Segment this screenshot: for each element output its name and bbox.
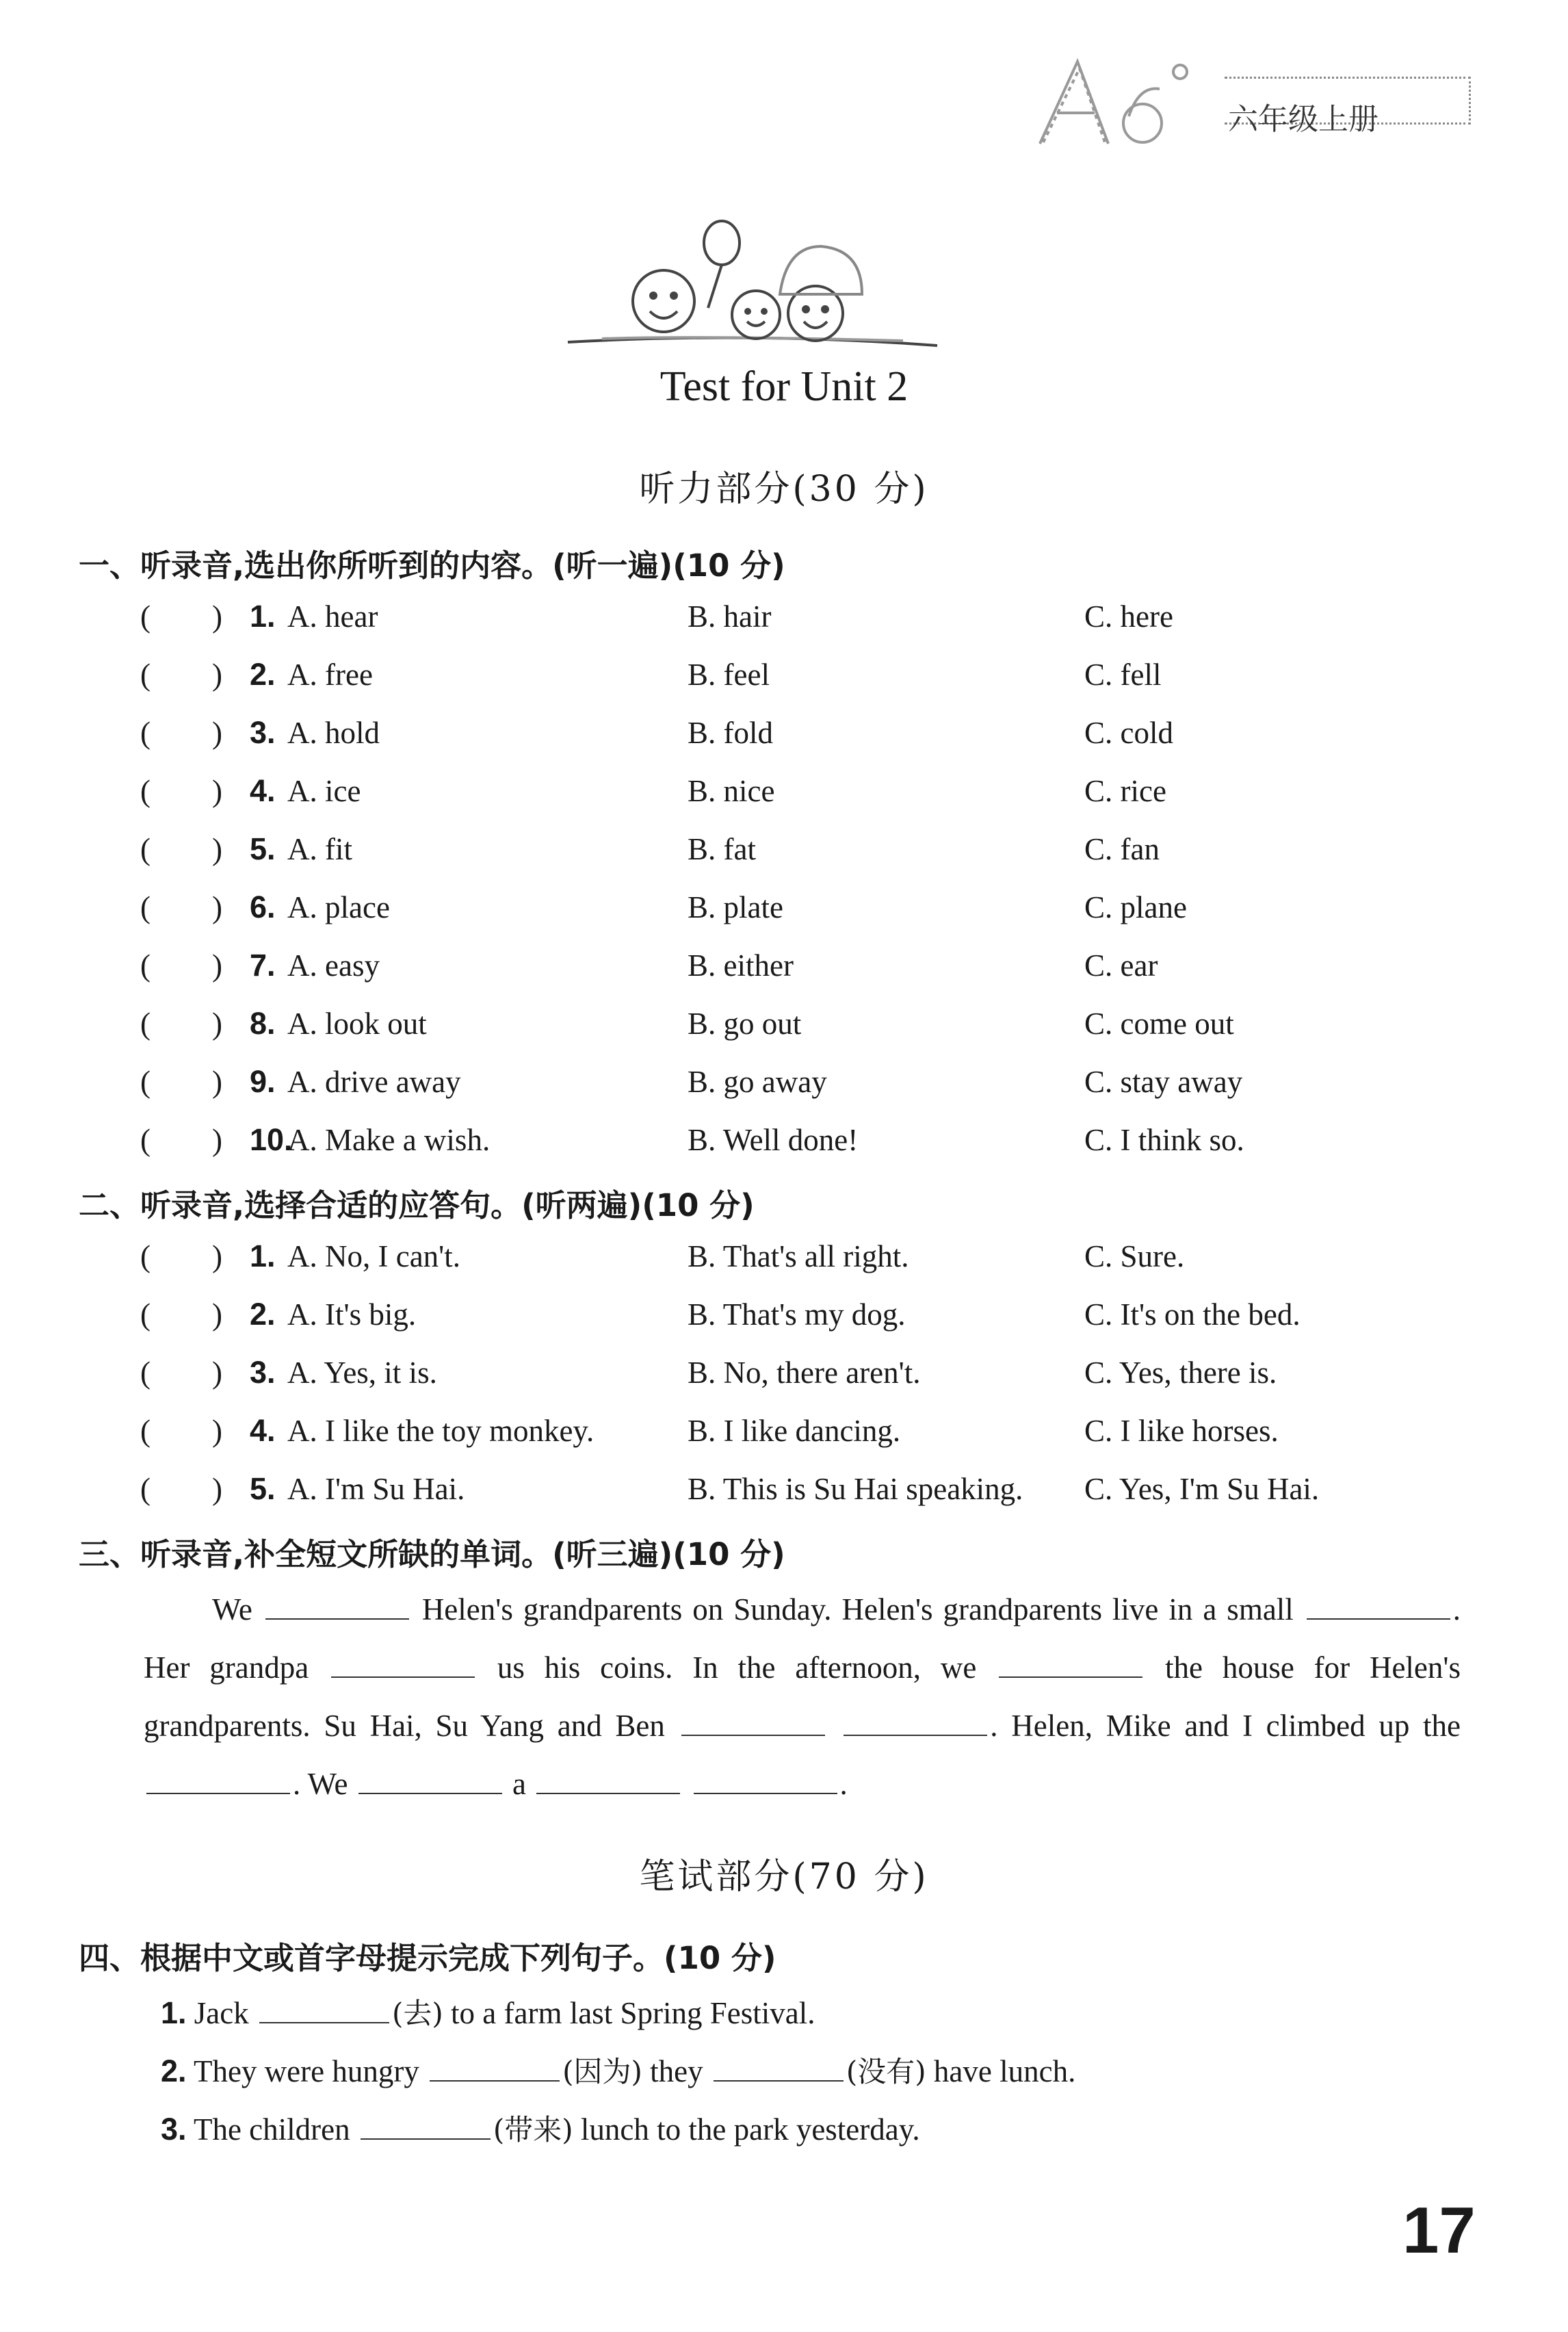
answer-bracket-open[interactable]: (	[140, 1472, 151, 1506]
answer-blank[interactable]	[265, 1591, 409, 1620]
answer-bracket-open[interactable]: (	[140, 832, 151, 866]
option-a: A. free	[287, 658, 373, 692]
option-a: A. fit	[287, 832, 352, 866]
option-c: C. here	[1084, 599, 1173, 634]
sentence-text: Jack	[194, 1996, 249, 2030]
option-a: A. ice	[287, 774, 361, 808]
answer-bracket-open[interactable]: (	[140, 1007, 151, 1041]
option-c: C. Yes, I'm Su Hai.	[1084, 1472, 1320, 1506]
question-number: 3.	[250, 1355, 276, 1390]
option-b: B. I like dancing.	[688, 1414, 901, 1448]
question-number: 5.	[250, 831, 276, 866]
chinese-hint: (没有)	[846, 2055, 926, 2088]
sentence-text: They were hungry	[193, 2054, 419, 2088]
option-b: B. feel	[688, 658, 770, 692]
answer-bracket-open[interactable]: (	[140, 1297, 151, 1332]
page-title: Test for Unit 2	[659, 363, 909, 410]
question-number: 2.	[250, 1297, 276, 1332]
answer-bracket-close[interactable]: )	[212, 890, 222, 924]
section1-heading: 一、听录音,选出你所听到的内容。(听一遍)(10 分)	[79, 547, 785, 584]
section3-heading: 三、听录音,补全短文所缺的单词。(听三遍)(10 分)	[79, 1536, 785, 1572]
fill-sentence-2	[161, 2049, 1075, 2090]
answer-bracket-close[interactable]: )	[212, 1414, 222, 1448]
sentence-text: The children	[193, 2112, 350, 2147]
option-b: B. This is Su Hai speaking.	[688, 1472, 1023, 1506]
answer-bracket-open[interactable]: (	[140, 948, 151, 983]
answer-bracket-open[interactable]: (	[140, 1123, 151, 1157]
answer-bracket-open[interactable]: (	[140, 1356, 151, 1390]
fill-sentence-1	[161, 1991, 815, 2032]
option-c: C. ear	[1084, 948, 1158, 983]
option-c: C. Yes, there is.	[1084, 1356, 1277, 1390]
chinese-hint: (带来)	[493, 2113, 573, 2147]
option-b: B. nice	[688, 774, 775, 808]
answer-bracket-close[interactable]: )	[212, 832, 222, 866]
option-c: C. I like horses.	[1084, 1414, 1279, 1448]
answer-bracket-open[interactable]: (	[140, 1414, 151, 1448]
option-b: B. Well done!	[688, 1123, 859, 1157]
question-number: 1.	[250, 599, 276, 634]
option-a: A. No, I can't.	[287, 1239, 461, 1273]
option-a: A. Make a wish.	[287, 1123, 491, 1157]
passage-text: . We	[293, 1767, 348, 1801]
option-b: B. No, there aren't.	[688, 1356, 921, 1390]
question-number: 10.	[250, 1122, 293, 1157]
answer-blank[interactable]	[844, 1707, 987, 1736]
option-c: C. fan	[1084, 832, 1160, 866]
answer-bracket-close[interactable]: )	[212, 1239, 222, 1273]
option-b: B. fold	[688, 716, 774, 750]
option-c: C. rice	[1084, 774, 1166, 808]
answer-blank[interactable]	[714, 2053, 844, 2082]
question-number: 9.	[250, 1064, 276, 1099]
passage-text: Helen's grandparents on Sunday. Helen's grandparents live in a small	[421, 1592, 1294, 1627]
question-number: 6.	[250, 890, 276, 924]
option-b: B. go out	[688, 1007, 802, 1041]
section3-passage	[144, 1581, 1461, 1813]
question-number: 7.	[250, 948, 276, 983]
answer-blank[interactable]	[358, 1765, 502, 1794]
option-b: B. fat	[688, 832, 756, 866]
answer-bracket-close[interactable]: )	[212, 1123, 222, 1157]
option-a: A. place	[287, 890, 390, 924]
question-number: 8.	[250, 1006, 276, 1041]
option-a: A. easy	[287, 948, 380, 983]
option-c: C. Sure.	[1084, 1239, 1185, 1273]
option-a: A. look out	[287, 1007, 427, 1041]
answer-bracket-open[interactable]: (	[140, 658, 151, 692]
option-b: B. hair	[688, 599, 772, 634]
sentence-text: they	[650, 2054, 703, 2088]
option-a: A. I'm Su Hai.	[287, 1472, 465, 1506]
answer-bracket-open[interactable]: (	[140, 1239, 151, 1273]
passage-text: the house for Helen's grandparents. Su Hai, Su Yang and Ben	[144, 1650, 1461, 1743]
answer-bracket-close[interactable]: )	[212, 1297, 222, 1332]
answer-bracket-close[interactable]: )	[212, 658, 222, 692]
section4-heading: 四、根据中文或首字母提示完成下列句子。(10 分)	[79, 1940, 776, 1976]
question-number: 1.	[250, 1239, 276, 1273]
answer-blank[interactable]	[536, 1765, 680, 1794]
passage-text: We	[212, 1592, 252, 1627]
option-b: B. plate	[688, 890, 783, 924]
page-number: 17	[1402, 2194, 1476, 2267]
answer-blank[interactable]	[361, 2111, 491, 2140]
item-number: 2.	[161, 2054, 187, 2088]
sentence-text: have lunch.	[933, 2054, 1076, 2088]
writing-part-heading: 笔试部分(70 分)	[639, 1856, 929, 1897]
option-b: B. That's my dog.	[688, 1297, 906, 1332]
option-a: A. I like the toy monkey.	[287, 1414, 594, 1448]
passage-text: . Helen, Mike and I climbed up the	[990, 1709, 1461, 1743]
answer-blank[interactable]	[999, 1649, 1142, 1678]
answer-bracket-close[interactable]: )	[212, 1356, 222, 1390]
answer-bracket-open[interactable]: (	[140, 1065, 151, 1099]
option-a: A. It's big.	[287, 1297, 417, 1332]
question-number: 2.	[250, 657, 276, 692]
answer-bracket-close[interactable]: )	[212, 1007, 222, 1041]
answer-bracket-close[interactable]: )	[212, 1065, 222, 1099]
option-c: C. stay away	[1084, 1065, 1243, 1099]
answer-bracket-close[interactable]: )	[212, 1472, 222, 1506]
passage-text: . Her grandpa	[144, 1592, 1461, 1685]
answer-bracket-close[interactable]: )	[212, 716, 222, 750]
passage-text: .	[839, 1767, 848, 1801]
section2-heading: 二、听录音,选择合适的应答句。(听两遍)(10 分)	[79, 1187, 755, 1223]
option-c: C. plane	[1084, 890, 1187, 924]
option-c: C. It's on the bed.	[1084, 1297, 1301, 1332]
answer-blank[interactable]	[430, 2053, 560, 2082]
option-a: A. hear	[287, 599, 378, 634]
answer-bracket-open[interactable]: (	[140, 599, 151, 634]
chinese-hint: (去)	[392, 1997, 443, 2030]
answer-blank[interactable]	[259, 1995, 389, 2023]
option-a: A. drive away	[287, 1065, 461, 1099]
item-number: 3.	[161, 2112, 187, 2147]
option-c: C. I think so.	[1084, 1123, 1244, 1157]
passage-text: a	[512, 1767, 527, 1801]
option-a: A. Yes, it is.	[287, 1356, 437, 1390]
option-b: B. That's all right.	[688, 1239, 909, 1273]
kids-illustration	[561, 219, 944, 356]
item-number: 1.	[161, 1995, 187, 2030]
answer-blank[interactable]	[331, 1649, 475, 1678]
option-c: C. fell	[1084, 658, 1162, 692]
answer-bracket-open[interactable]: (	[140, 774, 151, 808]
option-a: A. hold	[287, 716, 380, 750]
answer-bracket-close[interactable]: )	[212, 774, 222, 808]
series-logo	[1026, 48, 1211, 151]
question-number: 4.	[250, 1413, 276, 1448]
question-number: 5.	[250, 1471, 276, 1506]
answer-bracket-open[interactable]: (	[140, 890, 151, 924]
option-b: B. either	[688, 948, 794, 983]
answer-blank[interactable]	[146, 1765, 290, 1794]
question-number: 4.	[250, 773, 276, 808]
listening-part-heading: 听力部分(30 分)	[639, 469, 929, 510]
sentence-text: lunch to the park yesterday.	[580, 2112, 920, 2147]
answer-bracket-close[interactable]: )	[212, 599, 222, 634]
grade-label: 六年级上册	[1228, 102, 1378, 137]
option-b: B. go away	[688, 1065, 827, 1099]
answer-blank[interactable]	[681, 1707, 825, 1736]
sentence-text: to a farm last Spring Festival.	[451, 1996, 815, 2030]
answer-blank[interactable]	[1307, 1591, 1450, 1620]
answer-blank[interactable]	[694, 1765, 837, 1794]
question-number: 3.	[250, 715, 276, 750]
option-c: C. cold	[1084, 716, 1173, 750]
passage-text: us his coins. In the afternoon, we	[497, 1650, 977, 1685]
answer-bracket-open[interactable]: (	[140, 716, 151, 750]
chinese-hint: (因为)	[562, 2055, 642, 2088]
fill-sentence-3	[161, 2108, 920, 2149]
option-c: C. come out	[1084, 1007, 1234, 1041]
answer-bracket-close[interactable]: )	[212, 948, 222, 983]
